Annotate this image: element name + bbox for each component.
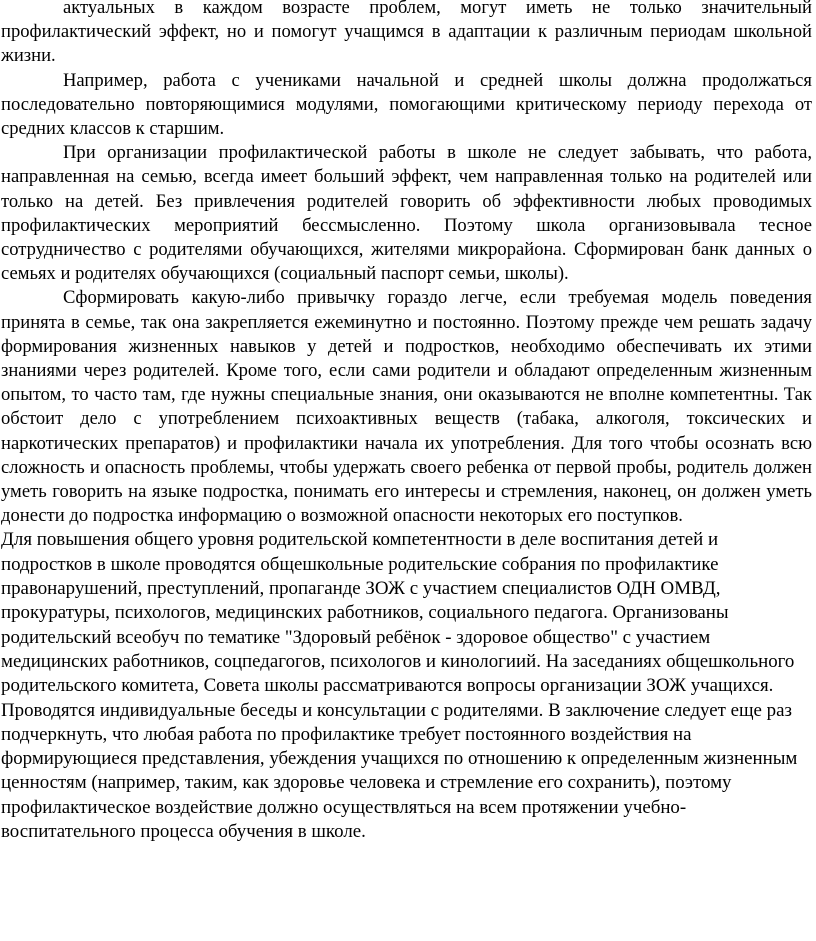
paragraph-1: актуальных в каждом возрасте проблем, могут иметь не только значительный профилактический эффект, но и помогут учащимся в адаптации к различным периодам школьной жизни. xyxy=(1,0,812,67)
paragraph-5: Для повышения общего уровня родительской компетентности в деле воспитания детей и подростков в школе проводятся общешкольные родительские собрания по профилактике правонарушений, преступлений, пропаганде ЗОЖ с участием специалистов ОДН ОМВД, прокуратуры, психологов, медицинских работников, социального педагога. Организованы родительский всеобуч по тематике "Здоровый ребёнок - здоровое общество" с участием медицинских работников, соцпедагогов, психологов и кинологиий. На заседаниях общешкольного родительского комитета, Совета школы рассматриваются вопросы организации ЗОЖ учащихся. Проводятся индивидуальные беседы и консультации с родителями. В заключение следует еще раз подчеркнуть, что любая работа по профилактике требует постоянного воздействия на формирующиеся представления, убеждения учащихся по отношению к определенным жизненным ценностям (например, таким, как здоровье человека и стремление его сохранить), поэтому профилактическое воздействие должно осуществляться на всем протяжении учебно-воспитательного процесса обучения в школе. xyxy=(1,529,798,843)
paragraph-3: При организации профилактической работы в школе не следует забывать, что работа, направленная на семью, всегда имеет больший эффект, чем направленная только на родителей или только на детей. Без привлечения родителей говорить об эффективности любых проводимых профилактических мероприятий бессмысленно. Поэтому школа организовывала тесное сотрудничество с родителями обучающихся, жителями микрорайона. Сформирован банк данных о семьях и родителях обучающихся (социальный паспорт семьи, школы). xyxy=(1,142,812,285)
paragraph-4: Сформировать какую-либо привычку гораздо легче, если требуемая модель поведения принята в семье, так она закрепляется ежеминутно и постоянно. Поэтому прежде чем решать задачу формирования жизненных навыков у детей и подростков, необходимо обеспечивать их этими знаниями через родителей. Кроме того, если сами родители и обладают определенным жизненным опытом, то часто там, где нужны специальные знания, они оказываются не вполне компетентны. Так обстоит дело с употреблением психоактивных веществ (табака, алкоголя, токсических и наркотических препаратов) и профилактики начала их употребления. Для того чтобы осознать всю сложность и опасность проблемы, чтобы удержать своего ребенка от первой пробы, родитель должен уметь говорить на языке подростка, понимать его интересы и стремления, наконец, он должен уметь донести до подростка информацию о возможной опасности некоторых его поступков. xyxy=(1,287,812,527)
paragraph-2: Например, работа с учениками начальной и средней школы должна продолжаться последовательно повторяющимися модулями, помогающими критическому периоду перехода от средних классов к старшим. xyxy=(1,69,812,140)
